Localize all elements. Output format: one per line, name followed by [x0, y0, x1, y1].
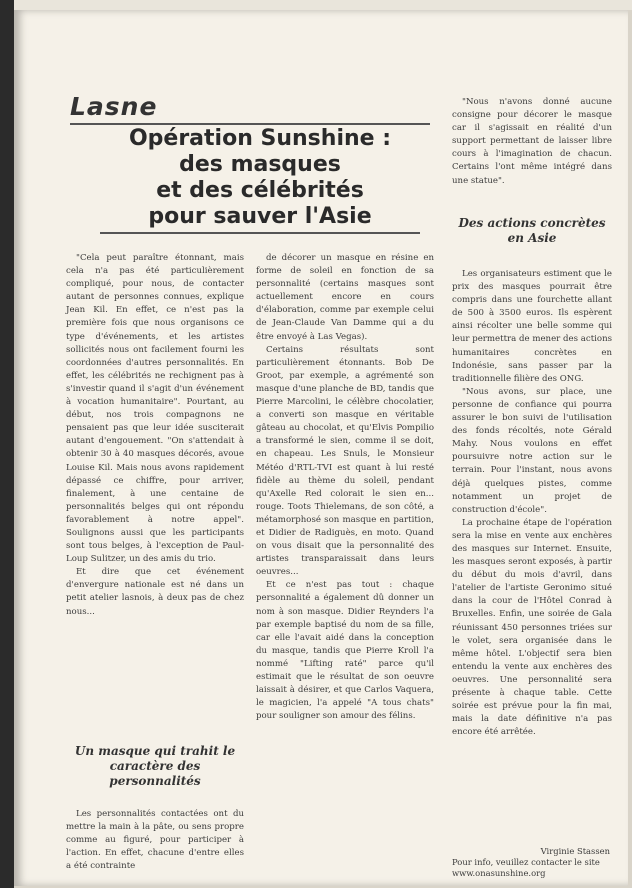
section-title: Lasne: [70, 92, 430, 125]
paragraph: "Cela peut paraître étonnant, mais cela n'a pas été particulièrement compliqué, pour nous, de contacter autant de personnes connues, explique Jean Kil. En effet, ce n'est pas la première fois que nous organisons ce type d'événements, et les artistes sollicités nous ont facilement fourni les coordonnées d'autres personnalités. En effet, les célébrités ne rechignent pas à s'investir quand il s'agit d'un événement à vocation humanitaire". Pourtant, au début, nos trois compagnons ne pensaient pas que leur idée susciterait autant d'engouement. "On s'attendait à obtenir 30 à 40 masques décorés, avoue Louise Kil. Mais nous avons rapidement dépassé ce chiffre, pour arriver, finalement, à une centaine de personnalités belges qui ont répondu favorablement à notre appel". Soulignons aussi que les participants sont tous belges, à l'exception de Paul-Loup Sulitzer, un des amis du trio.: [66, 253, 244, 565]
paragraph: de décorer un masque en résine en forme de soleil en fonction de sa personnalité (certains masques sont actuellement encore en cours d'élaboration, comme par exemple celui de Jean-Claude Van Damme qui a du être envoyé à Las Vegas).: [256, 253, 434, 342]
footer-note: Pour info, veuillez contacter le site www.onasunshine.org: [452, 857, 600, 878]
column-1: [66, 252, 244, 619]
paragraph: "Nous n'avons donné aucune consigne pour décorer le masque car il s'agissait en réalité d'un support permettant de laisser libre cours à l'imagination de chacun. Certains l'ont même intégré dans une statue".: [452, 97, 612, 186]
paragraph: Certains résultats sont particulièrement étonnants. Bob De Groot, par exemple, a agrémenté son masque d'une planche de BD, tandis que Pierre Marcolini, le célèbre chocolatier, a converti son masque en véritable gâteau au chocolat, et qu'Elvis Pompilio a transformé le sien, comme il se doit, en chapeau. Les Snuls, le Monsieur Météo d'RTL-TVI est quant à lui resté fidèle au thème du soleil, pendant qu'Axelle Red colorait le sien en... rouge. Toots Thielemans, de son côté, a métamorphosé son masque en partition, et Didier de Radiguès, en moto. Quand on vous disait que la personnalité des artistes transparaissait dans leurs oeuvres...: [256, 344, 434, 578]
column-2: [256, 252, 434, 723]
headline-line: des masques: [179, 152, 341, 177]
paragraph: La prochaine étape de l'opération sera la mise en vente aux enchères des masques sur Internet. Ensuite, les masques seront exposés, à partir du début du mois d'avril, dans l'atelier de l'artiste Geronimo situé dans la cour de l'Hôtel Conrad à Bruxelles. Enfin, une soirée de Gala réunissant 450 personnes triées sur le volet, sera organisée dans le même hôtel. L'objectif sera bien entendu la vente aux enchères des oeuvres. Une personnalité sera présente à chaque table. Cette soirée est prévue pour la fin mai, mais la date définitive n'a pas encore été arrêtée.: [452, 517, 612, 738]
page-shadow-edge: [0, 0, 14, 888]
column-3: [452, 268, 612, 739]
paragraph: Les personnalités contactées ont du mettre la main à la pâte, ou sens propre comme au figuré, pour participer à l'action. En effet, chacune d'entre elles a été contrainte: [66, 809, 244, 872]
byline: [452, 846, 610, 879]
headline-line: et des célébrités: [156, 178, 364, 203]
paragraph: Les organisateurs estiment que le prix des masques pourrait être compris dans une fourchette allant de 500 à 3500 euros. Ils espèrent ainsi récolter une belle somme qui leur permettra de mener des actions humanitaires concrètes en Indonésie, sans passer par la traditionnelle filière des ONG.: [452, 269, 613, 384]
page-top-margin: [14, 0, 632, 10]
author-signature: Virginie Stassen: [540, 846, 610, 856]
article-headline: [100, 126, 420, 234]
paragraph: Et ce n'est pas tout : chaque personnalité a également dû donner un nom à son masque. Didier Reynders l'a par exemple baptisé du nom de sa fille, car elle l'avait aidé dans la conception du masque, tandis que Pierre Kroll l'a nommé "Lifting raté" parce qu'il estimait que le résultat de son oeuvre laissait à désirer, et que Carlos Vaquera, le magicien, l'a appelé "A tous chats" pour souligner son amour des félins.: [256, 580, 434, 722]
paragraph: "Nous avons, sur place, une personne de confiance qui pourra assurer le bon suivi de l'utilisation des fonds récoltés, note Gérald Mahy. Nous voulons en effet poursuivre notre action sur le terrain. Pour l'instant, nous avons déjà quelques pistes, comme notamment un projet de construction d'école".: [452, 386, 612, 515]
subheading-actions: Des actions concrètes en Asie: [458, 216, 606, 245]
column-3-top: [452, 96, 612, 188]
subheading-masque: Un masque qui trahit le caractère des personnalités: [74, 744, 236, 788]
headline-line: Opération Sunshine :: [128, 126, 392, 151]
column-1-continuation: [66, 808, 244, 873]
headline-line: pour sauver l'Asie: [148, 204, 372, 229]
paragraph: Et dire que cet événement d'envergure nationale est né dans un petit atelier lasnois, à deux pas de chez nous...: [66, 567, 244, 617]
